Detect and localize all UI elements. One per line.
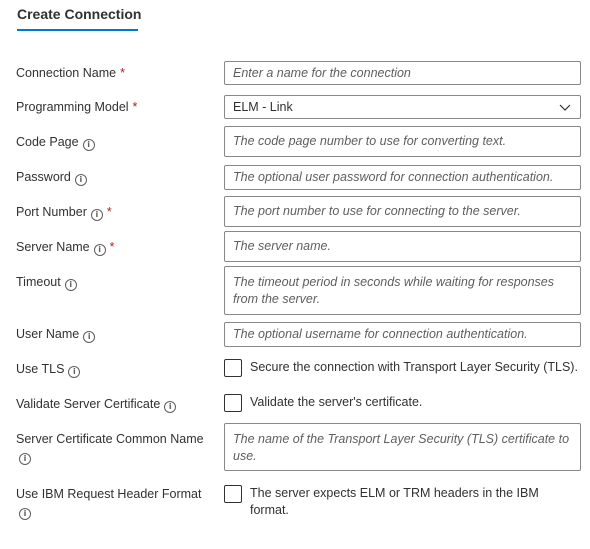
validate-cert-checkbox-text: Validate the server's certificate. [250, 395, 423, 409]
info-icon[interactable]: i [83, 331, 95, 343]
programming-model-label-text: Programming Model [16, 100, 129, 114]
code-page-label [16, 134, 95, 151]
tab-active-indicator [17, 29, 138, 31]
code-page-placeholder: The code page number to use for converting text. [233, 134, 507, 148]
info-icon[interactable]: i [19, 453, 31, 465]
code-page-label-text: Code Page [16, 135, 79, 149]
port-number-label-text: Port Number [16, 205, 87, 219]
ibm-header-checkbox[interactable] [224, 485, 242, 503]
chevron-down-icon [558, 100, 572, 114]
password-label [16, 169, 87, 186]
info-icon[interactable]: i [19, 508, 31, 520]
use-tls-label [16, 361, 80, 378]
code-page-input[interactable] [224, 126, 581, 157]
required-marker: * [120, 66, 125, 80]
port-number-input[interactable] [224, 196, 581, 227]
server-name-label [16, 239, 115, 256]
cert-common-name-label [16, 431, 221, 465]
validate-cert-label [16, 396, 176, 413]
connection-name-label-text: Connection Name [16, 66, 117, 80]
required-marker: * [132, 100, 138, 114]
programming-model-dropdown[interactable] [224, 95, 581, 119]
info-icon[interactable]: i [91, 209, 103, 221]
use-tls-checkbox-row[interactable] [224, 359, 578, 377]
user-name-label-text: User Name [16, 327, 80, 341]
password-input[interactable] [224, 165, 581, 190]
password-placeholder: The optional user password for connection authentication. [233, 170, 554, 184]
tab-create-connection[interactable]: Create Connection [17, 6, 142, 22]
ibm-header-checkbox-row[interactable] [224, 485, 564, 519]
required-marker: * [106, 205, 112, 219]
use-tls-label-text: Use TLS [16, 362, 65, 376]
programming-model-label [16, 99, 137, 116]
port-number-label [16, 204, 112, 221]
user-name-label [16, 326, 95, 343]
info-icon[interactable]: i [68, 366, 80, 378]
port-number-placeholder: The port number to use for connecting to the server. [233, 204, 521, 218]
cert-common-name-input[interactable] [224, 423, 581, 471]
timeout-label-text: Timeout [16, 275, 61, 289]
timeout-label [16, 274, 77, 291]
user-name-input[interactable] [224, 322, 581, 347]
ibm-header-label [16, 486, 221, 520]
info-icon[interactable]: i [75, 174, 87, 186]
programming-model-selected-value: ELM - Link [233, 100, 293, 114]
ibm-header-checkbox-text: The server expects ELM or TRM headers in the IBM format. [250, 486, 539, 517]
server-name-input[interactable] [224, 231, 581, 262]
timeout-input[interactable] [224, 266, 581, 315]
use-tls-checkbox-text: Secure the connection with Transport Layer Security (TLS). [250, 360, 578, 374]
info-icon[interactable]: i [94, 244, 106, 256]
validate-cert-checkbox-row[interactable] [224, 394, 422, 412]
user-name-placeholder: The optional username for connection authentication. [233, 327, 528, 341]
timeout-placeholder: The timeout period in seconds while waiting for responses from the server. [233, 275, 555, 306]
validate-cert-checkbox[interactable] [224, 394, 242, 412]
validate-cert-label-text: Validate Server Certificate [16, 397, 161, 411]
connection-name-placeholder: Enter a name for the connection [233, 65, 411, 80]
server-name-placeholder: The server name. [233, 239, 331, 253]
required-marker: * [109, 240, 115, 254]
server-name-label-text: Server Name [16, 240, 90, 254]
info-icon[interactable]: i [164, 401, 176, 413]
cert-common-name-placeholder: The name of the Transport Layer Security (TLS) certificate to use. [233, 432, 570, 463]
use-tls-checkbox[interactable] [224, 359, 242, 377]
connection-name-label [16, 65, 125, 82]
info-icon[interactable]: i [83, 139, 95, 151]
connection-name-input[interactable] [224, 61, 581, 85]
ibm-header-label-text: Use IBM Request Header Format [16, 487, 202, 501]
password-label-text: Password [16, 170, 71, 184]
info-icon[interactable]: i [65, 279, 77, 291]
cert-common-name-label-text: Server Certificate Common Name [16, 432, 204, 446]
